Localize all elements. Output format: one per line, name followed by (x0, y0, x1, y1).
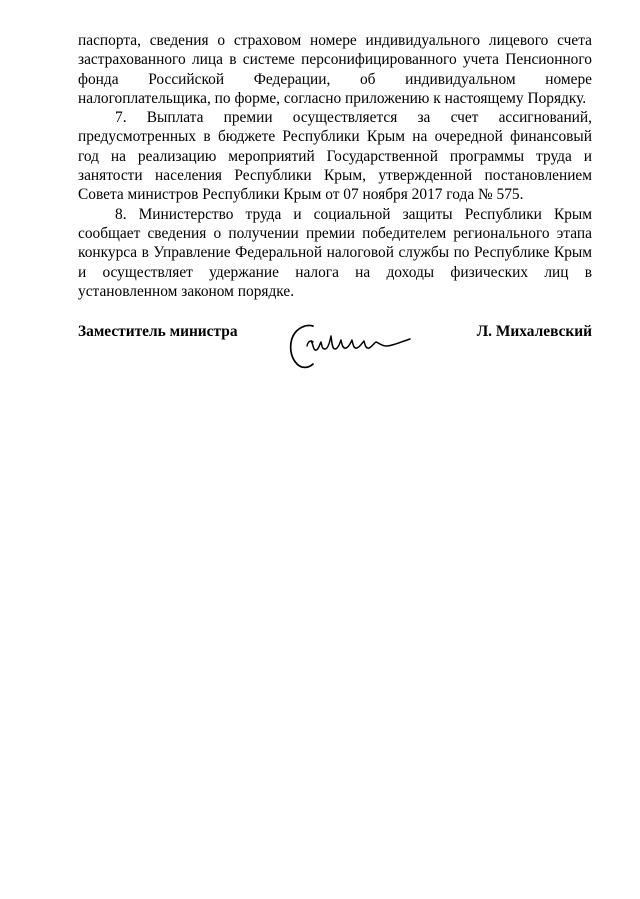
paragraph-continuation: паспорта, сведения о страховом номере индивидуального лицевого счета застрахованного лица в системе персонифицированного учета Пенсионного фонда Российской Федерации, об индивидуальном номере налогоплательщика, по форме, согласно приложению к настоящему Порядку. (78, 32, 592, 107)
position-title: Заместитель министра (78, 323, 238, 340)
paragraph-item-7: 7. Выплата премии осуществляется за счет ассигнований, предусмотренных в бюджете Республики Крым на очередной финансовый год на реализацию мероприятий Государственной программы труда и занятости населения Республики Крым, утвержденной постановлением Совета министров Республики Крым от 07 ноября 2017 года № 575. (78, 109, 592, 204)
document-body (78, 31, 592, 301)
paragraph-item-8: 8. Министерство труда и социальной защиты Республики Крым сообщает сведения о получении премии победителем регионального этапа конкурса в Управление Федеральной налоговой службы по Республике Крым и осуществляет удержание налога на доходы физических лиц в установленном законом порядке. (78, 205, 592, 300)
handwritten-signature-icon (284, 318, 416, 372)
signature-block (78, 318, 592, 374)
signer-name: Л. Михалевский (476, 323, 592, 340)
